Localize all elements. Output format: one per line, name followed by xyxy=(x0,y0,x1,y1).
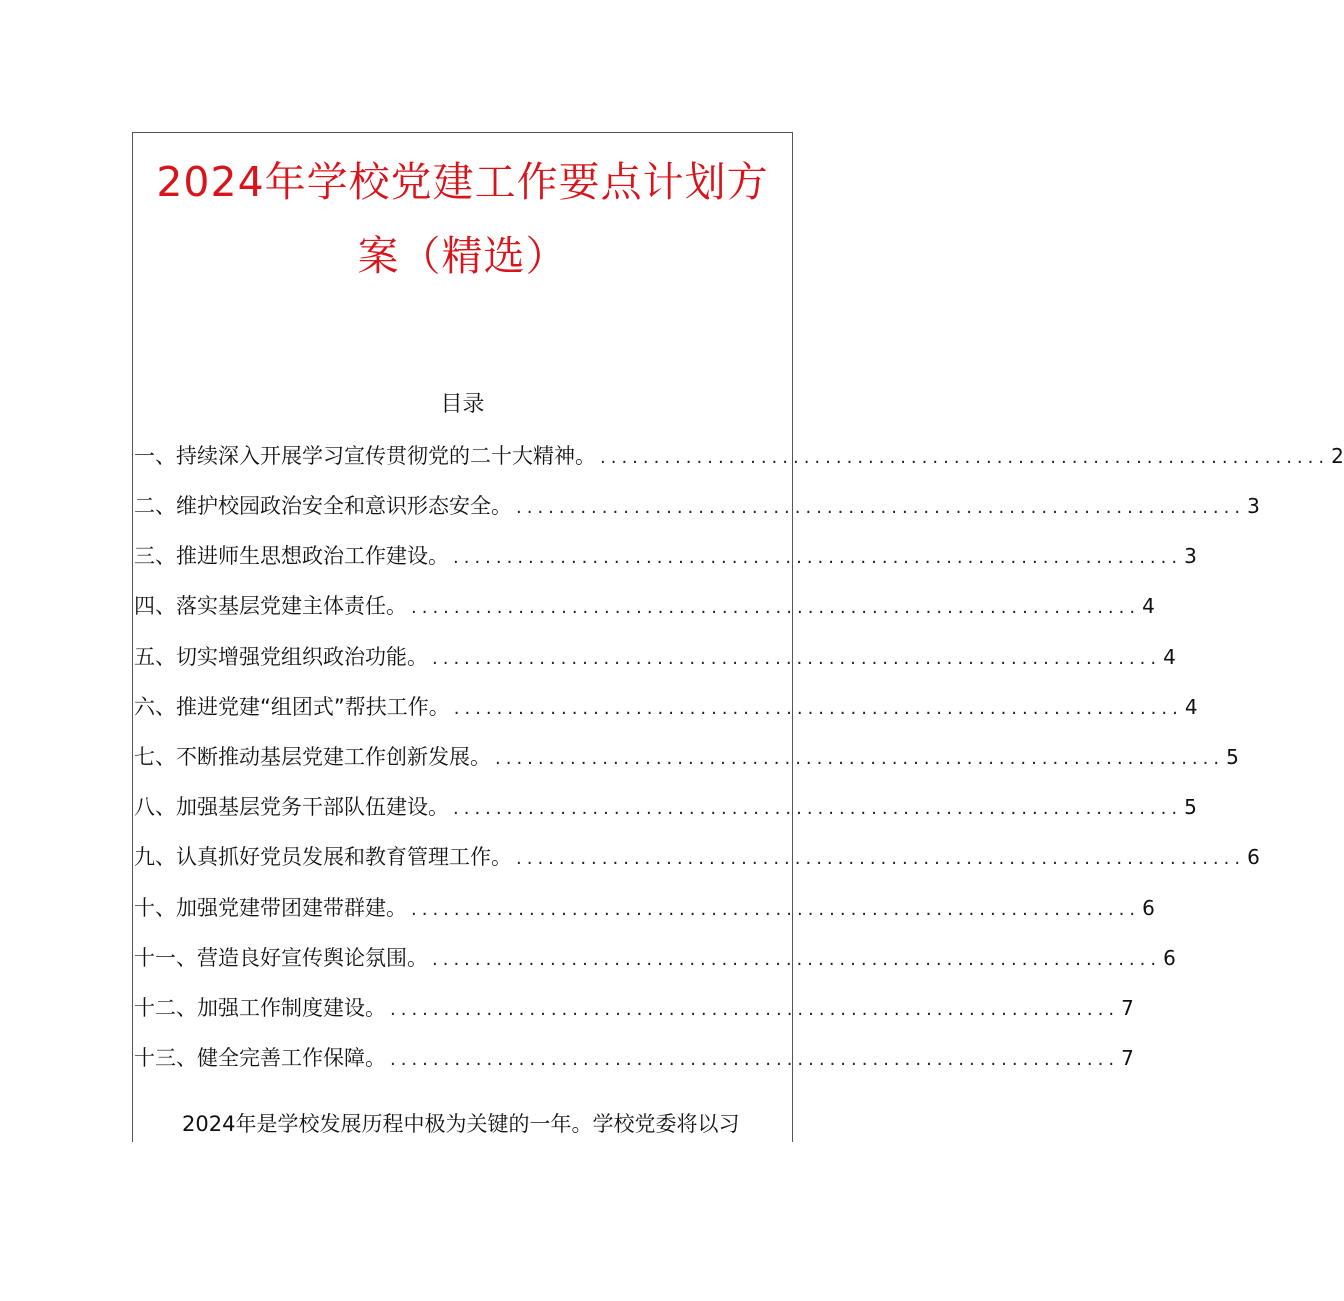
toc-leader-dots: .................................................................... xyxy=(411,597,1141,618)
toc-leader-dots: .................................................................... xyxy=(453,798,1183,819)
toc-entry[interactable] xyxy=(134,741,1239,773)
toc-leader-dots: .................................................................... xyxy=(453,698,1183,719)
toc-entry-text: 六、推进党建“组团式”帮扶工作。 xyxy=(134,695,450,719)
toc-entry-page: 7 xyxy=(1121,1046,1134,1070)
toc-entry[interactable] xyxy=(134,440,1344,472)
toc-entry[interactable] xyxy=(134,1042,1134,1074)
toc-entry-page: 4 xyxy=(1184,695,1198,719)
toc-entry[interactable] xyxy=(134,791,1197,823)
toc-entry-text: 十二、加强工作制度建设。 xyxy=(134,996,386,1020)
toc-entry-text: 七、不断推动基层党建工作创新发展。 xyxy=(134,745,491,769)
toc-entry-page: 6 xyxy=(1247,845,1260,869)
toc-leader-dots: .................................................................... xyxy=(390,1049,1120,1070)
toc-entry-text: 八、加强基层党务干部队伍建设。 xyxy=(134,795,449,819)
toc-entry[interactable] xyxy=(134,892,1155,924)
page-frame xyxy=(132,132,793,1142)
toc-entry-page: 5 xyxy=(1226,745,1239,769)
toc-heading: 目录 xyxy=(440,392,485,417)
toc-entry-page: 5 xyxy=(1184,795,1197,819)
toc-leader-dots: .................................................................... xyxy=(516,848,1246,869)
toc-entry-text: 三、推进师生思想政治工作建设。 xyxy=(134,544,449,568)
toc-entry[interactable] xyxy=(134,641,1176,673)
toc-leader-dots: .................................................................... xyxy=(432,949,1162,970)
toc-leader-dots: .................................................................... xyxy=(516,497,1246,518)
toc-leader-dots: .................................................................... xyxy=(495,748,1225,769)
toc-entry[interactable] xyxy=(134,841,1260,873)
toc-entry-text: 一、持续深入开展学习宣传贯彻党的二十大精神。 xyxy=(134,444,596,468)
toc-entry-page: 2 xyxy=(1331,444,1344,468)
toc-entry[interactable] xyxy=(134,691,1198,723)
toc-entry-text: 十、加强党建带团建带群建。 xyxy=(134,896,407,920)
document-title-line-1: 2024年学校党建工作要点计划方 xyxy=(156,158,769,206)
toc-entry-page: 3 xyxy=(1247,494,1260,518)
toc-entry-text: 十三、健全完善工作保障。 xyxy=(134,1046,386,1070)
toc-entry[interactable] xyxy=(134,992,1134,1024)
toc-leader-dots: .................................................................... xyxy=(432,648,1162,669)
toc-entry-text: 九、认真抓好党员发展和教育管理工作。 xyxy=(134,845,512,869)
toc-entry-page: 7 xyxy=(1121,996,1134,1020)
toc-entry-page: 6 xyxy=(1142,896,1155,920)
body-paragraph: 2024年是学校发展历程中极为关键的一年。学校党委将以习 xyxy=(182,1112,740,1136)
toc-entry[interactable] xyxy=(134,942,1176,974)
toc-entry[interactable] xyxy=(134,590,1155,622)
toc-entry-text: 十一、营造良好宣传舆论氛围。 xyxy=(134,946,428,970)
toc-entry-page: 4 xyxy=(1163,645,1176,669)
toc-entry[interactable] xyxy=(134,540,1197,572)
document-title-line-2: 案（精选） xyxy=(357,232,568,280)
toc-entry-page: 4 xyxy=(1142,594,1155,618)
toc-entry-text: 五、切实增强党组织政治功能。 xyxy=(134,645,428,669)
toc-entry-page: 3 xyxy=(1184,544,1197,568)
toc-leader-dots: .................................................................... xyxy=(453,547,1183,568)
toc-entry-text: 二、维护校园政治安全和意识形态安全。 xyxy=(134,494,512,518)
toc-entry-page: 6 xyxy=(1163,946,1176,970)
toc-entry-text: 四、落实基层党建主体责任。 xyxy=(134,594,407,618)
toc-leader-dots: .................................................................... xyxy=(411,899,1141,920)
toc-entry[interactable] xyxy=(134,490,1260,522)
toc-leader-dots: .................................................................... xyxy=(390,999,1120,1020)
toc-leader-dots: .................................................................... xyxy=(600,447,1330,468)
